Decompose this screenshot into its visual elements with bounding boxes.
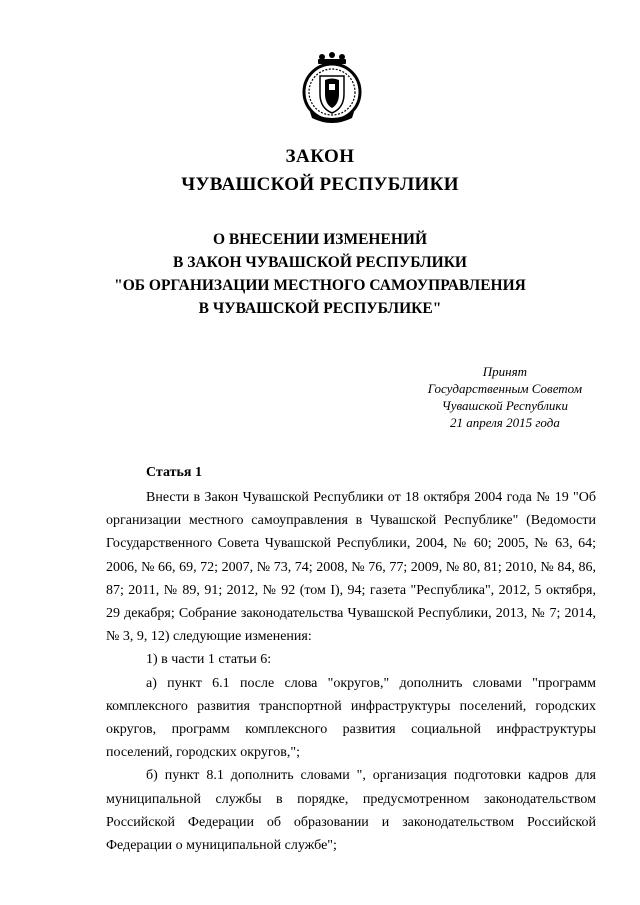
article-heading: Статья 1: [146, 465, 202, 480]
article-paragraph: 1) в части 1 статьи 6:: [146, 652, 272, 668]
adoption-line: Принят: [482, 364, 528, 379]
adoption-note: [428, 363, 582, 431]
law-title: ЗАКОН: [285, 146, 355, 167]
article-paragraph: Внести в Закон Чувашской Республики от 18 октября 2004 года № 19 "Об организации местного самоуправления в Чувашской Республике" (Ведомости Государственного Совета Чувашской Республики, 2004, № 60; 2005, № 63, 64; 2006, № 66, 69, 72; 2007, № 73, 74; 2008, № 76, 77; 2009, № 80, 81; 2010, № 84, 86, 87; 2011, № 89, 91; 2012, № 92 (том I), 94; газета "Республика", 2012, 5 октября, 29 декабря; Собрание законодательства Чувашской Республики, 2013, № 7; 2014, № 3, 9, 12) следующие изменения:: [106, 490, 596, 645]
subtitle-line: О ВНЕСЕНИИ ИЗМЕНЕНИЙ: [212, 231, 427, 248]
article-paragraph: а) пункт 6.1 после слова "округов," дополнить словами "программ комплексного развития транспортной инфраструктуры поселений, городских округов, программ комплексного развития социальной инфраструктуры поселений, городских округов,";: [106, 675, 596, 761]
coat-of-arms-icon: [296, 50, 368, 126]
subtitle-line: В ЧУВАШСКОЙ РЕСПУБЛИКЕ": [198, 300, 442, 317]
subtitle-line: "ОБ ОРГАНИЗАЦИИ МЕСТНОГО САМОУПРАВЛЕНИЯ: [114, 277, 526, 294]
law-subtitle: [0, 228, 640, 320]
subtitle-line: В ЗАКОН ЧУВАШСКОЙ РЕСПУБЛИКИ: [173, 254, 467, 271]
article-paragraph: б) пункт 8.1 дополнить словами ", организация подготовки кадров для муниципальной службы в порядке, предусмотренном законодательством Российской Федерации об образовании и законодательством Российской Федерации о муниципальной службе";: [106, 768, 596, 854]
republic-title: ЧУВАШСКОЙ РЕСПУБЛИКИ: [181, 174, 459, 195]
article-body: [106, 486, 596, 857]
adoption-line: Государственным Советом: [427, 381, 582, 396]
adoption-date: 21 апреля 2015 года: [449, 415, 560, 430]
adoption-line: Чувашской Республики: [441, 398, 569, 413]
